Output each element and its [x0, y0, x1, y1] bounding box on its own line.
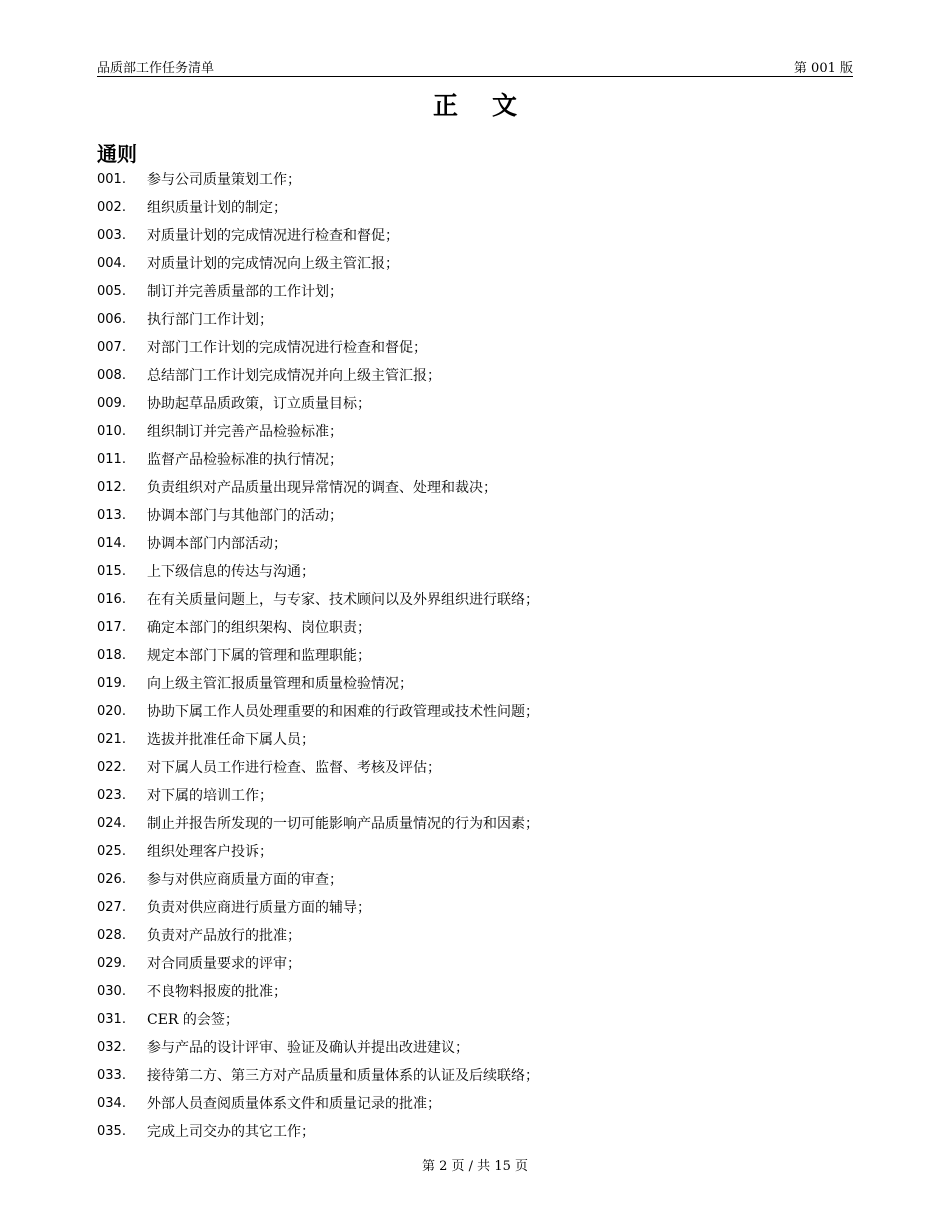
list-item: [97, 305, 857, 333]
list-item: [97, 725, 857, 753]
list-item: [97, 333, 857, 361]
list-item: [97, 753, 857, 781]
item-number: 021.: [97, 731, 126, 747]
list-item: [97, 417, 857, 445]
item-text: 规定本部门下属的管理和监理职能；: [147, 648, 371, 664]
item-number: 023.: [97, 787, 126, 803]
item-number: 011.: [97, 451, 126, 467]
list-item: [97, 193, 857, 221]
list-item: [97, 501, 857, 529]
list-item: [97, 781, 857, 809]
item-number: 019.: [97, 675, 126, 691]
list-item: [97, 361, 857, 389]
item-text: 协助下属工作人员处理重要的和困难的行政管理或技术性问题；: [147, 704, 539, 720]
item-number: 029.: [97, 955, 126, 971]
item-text: 外部人员查阅质量体系文件和质量记录的批准；: [147, 1096, 441, 1112]
section-heading: 通则: [97, 142, 137, 166]
item-number: 025.: [97, 843, 126, 859]
item-number: 001.: [97, 171, 126, 187]
item-number: 008.: [97, 367, 126, 383]
item-text: 组织制订并完善产品检验标准；: [147, 424, 343, 440]
list-item: [97, 1061, 857, 1089]
list-item: [97, 277, 857, 305]
item-text: 负责组织对产品质量出现异常情况的调查、处理和裁决；: [147, 480, 497, 496]
item-number: 022.: [97, 759, 126, 775]
item-number: 020.: [97, 703, 126, 719]
item-text: 负责对供应商进行质量方面的辅导；: [147, 900, 371, 916]
item-number: 018.: [97, 647, 126, 663]
list-item: [97, 613, 857, 641]
page-title: 正文: [432, 91, 551, 120]
item-text: 监督产品检验标准的执行情况；: [147, 452, 343, 468]
item-text: 完成上司交办的其它工作；: [147, 1124, 315, 1140]
list-item: [97, 865, 857, 893]
list-item: [97, 669, 857, 697]
item-number: 028.: [97, 927, 126, 943]
item-number: 010.: [97, 423, 126, 439]
item-number: 035.: [97, 1123, 126, 1139]
item-text: 选拔并批准任命下属人员；: [147, 732, 315, 748]
item-number: 007.: [97, 339, 126, 355]
item-text: 协助起草品质政策，订立质量目标；: [147, 396, 371, 412]
item-number: 012.: [97, 479, 126, 495]
list-item: [97, 249, 857, 277]
item-number: 026.: [97, 871, 126, 887]
item-number: 002.: [97, 199, 126, 215]
item-number: 015.: [97, 563, 126, 579]
item-number: 013.: [97, 507, 126, 523]
list-item: [97, 445, 857, 473]
item-number: 014.: [97, 535, 126, 551]
item-number: 031.: [97, 1011, 126, 1027]
list-item: [97, 921, 857, 949]
item-text: 对下属的培训工作；: [147, 788, 273, 804]
list-item: [97, 697, 857, 725]
item-text: 对部门工作计划的完成情况进行检查和督促；: [147, 340, 427, 356]
item-text: 向上级主管汇报质量管理和质量检验情况；: [147, 676, 413, 692]
header-divider: [97, 76, 853, 77]
list-item: [97, 977, 857, 1005]
list-item: [97, 1033, 857, 1061]
item-number: 005.: [97, 283, 126, 299]
item-text: 制止并报告所发现的一切可能影响产品质量情况的行为和因素；: [147, 816, 539, 832]
list-item: [97, 221, 857, 249]
item-text: 对合同质量要求的评审；: [147, 956, 301, 972]
task-list: [97, 165, 857, 1145]
header-version: 第 001 版: [793, 61, 853, 76]
page-footer: 第 2 页 / 共 15 页: [422, 1159, 528, 1174]
item-text: 对质量计划的完成情况进行检查和督促；: [147, 228, 399, 244]
item-text: 在有关质量问题上，与专家、技术顾问以及外界组织进行联络；: [147, 592, 539, 608]
list-item: [97, 557, 857, 585]
list-item: [97, 949, 857, 977]
item-text: 接待第二方、第三方对产品质量和质量体系的认证及后续联络；: [147, 1068, 539, 1084]
item-number: 009.: [97, 395, 126, 411]
item-text: 对下属人员工作进行检查、监督、考核及评估；: [147, 760, 441, 776]
item-text: 负责对产品放行的批准；: [147, 928, 301, 944]
item-number: 017.: [97, 619, 126, 635]
list-item: [97, 1117, 857, 1145]
item-text: 不良物料报废的批准；: [147, 984, 287, 1000]
header-document-title: 品质部工作任务清单: [97, 61, 215, 76]
item-number: 006.: [97, 311, 126, 327]
item-number: 027.: [97, 899, 126, 915]
list-item: [97, 165, 857, 193]
item-number: 030.: [97, 983, 126, 999]
list-item: [97, 389, 857, 417]
item-text: 执行部门工作计划；: [147, 312, 273, 328]
list-item: [97, 1089, 857, 1117]
item-text: 组织质量计划的制定；: [147, 200, 287, 216]
list-item: [97, 529, 857, 557]
item-number: 003.: [97, 227, 126, 243]
list-item: [97, 585, 857, 613]
list-item: [97, 641, 857, 669]
list-item: [97, 473, 857, 501]
list-item: [97, 893, 857, 921]
item-text: 协调本部门内部活动；: [147, 536, 287, 552]
item-number: 004.: [97, 255, 126, 271]
item-number: 016.: [97, 591, 126, 607]
page-header: [97, 56, 853, 76]
item-text: 总结部门工作计划完成情况并向上级主管汇报；: [147, 368, 441, 384]
item-text: 参与对供应商质量方面的审查；: [147, 872, 343, 888]
item-number: 024.: [97, 815, 126, 831]
item-text: 组织处理客户投诉；: [147, 844, 273, 860]
item-text: 参与公司质量策划工作；: [147, 172, 301, 188]
item-text: 协调本部门与其他部门的活动；: [147, 508, 343, 524]
list-item: [97, 809, 857, 837]
item-text: 确定本部门的组织架构、岗位职责；: [147, 620, 371, 636]
item-text: 上下级信息的传达与沟通；: [147, 564, 315, 580]
item-number: 033.: [97, 1067, 126, 1083]
list-item: [97, 1005, 857, 1033]
item-text: 制订并完善质量部的工作计划；: [147, 284, 343, 300]
item-text: 对质量计划的完成情况向上级主管汇报；: [147, 256, 399, 272]
item-text: CER 的会签；: [147, 1012, 239, 1028]
item-number: 032.: [97, 1039, 126, 1055]
list-item: [97, 837, 857, 865]
item-number: 034.: [97, 1095, 126, 1111]
item-text: 参与产品的设计评审、验证及确认并提出改进建议；: [147, 1040, 469, 1056]
